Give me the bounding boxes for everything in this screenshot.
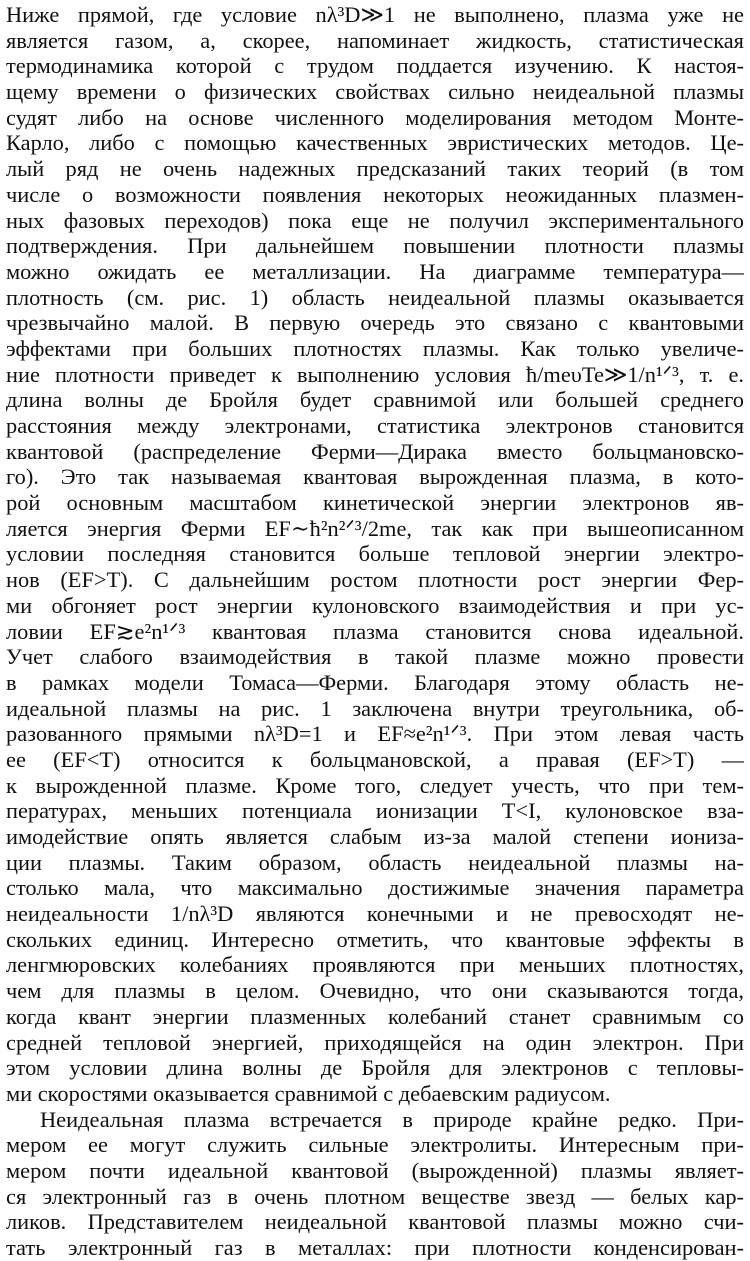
body-text (6, 2, 744, 1261)
text-line: термодинамика которой с трудом поддается изучению. К настоя- (6, 53, 744, 79)
text-line: когда квант энергии плазменных колебаний станет сравнимым со (6, 1003, 744, 1029)
text-line: ляется энергия Ферми EF∼ħ²n²ᐟ³/2me, так как при вышеописанном (6, 515, 744, 541)
text-line: к вырожденной плазме. Кроме того, следует учесть, что при тем- (6, 772, 744, 798)
text-line: нов (EF>T). С дальнейшим ростом плотности рост энергии Фер- (6, 567, 744, 593)
text-line: судят либо на основе численного моделирования методом Монте- (6, 104, 744, 130)
text-line: является газом, а, скорее, напоминает жидкость, статистическая (6, 27, 744, 53)
text-line: числе о возможности появления некоторых неожиданных плазмен- (6, 181, 744, 207)
text-line: ми обгоняет рост энергии кулоновского взаимодействия и при ус- (6, 592, 744, 618)
text-line: этом условии длина волны де Бройля для электронов с тепловы- (6, 1055, 744, 1081)
text-line: квантовой (распределение Ферми—Дирака вместо больцмановско- (6, 438, 744, 464)
text-line: ее (EF<T) относится к больцмановской, а правая (EF>T) — (6, 746, 744, 772)
text-line: длина волны де Бройля будет сравнимой или большей среднего (6, 387, 744, 413)
text-line: Ниже прямой, где условие nλ³D≫1 не выполнено, плазма уже не (6, 2, 744, 27)
text-line: Карло, либо с помощью качественных эвристических методов. Це- (6, 130, 744, 156)
text-line: тать электронный газ в металлах: при плотности конденсирован- (6, 1235, 744, 1260)
text-line: средней тепловой энергией, приходящейся на один электрон. При (6, 1029, 744, 1055)
text-line: неидеальности 1/nλ³D являются конечными и не превосходят не- (6, 901, 744, 927)
text-line: ции плазмы. Таким образом, область неидеальной плазмы на- (6, 849, 744, 875)
text-line: мером почти идеальной квантовой (вырожденной) плазмы являет- (6, 1157, 744, 1183)
text-line: ных фазовых переходов) пока еще не получил экспериментального (6, 207, 744, 233)
text-line: ленгмюровских колебаниях проявляются при меньших плотностях, (6, 952, 744, 978)
text-line: ние плотности приведет к выполнению условия ħ/meυTe≫1/n¹ᐟ³, т. е. (6, 361, 744, 387)
text-line: лый ряд не очень надежных предсказаний таких теорий (в том (6, 156, 744, 182)
text-line: чем для плазмы в целом. Очевидно, что они сказываются тогда, (6, 978, 744, 1004)
text-line: расстояния между электронами, статистика электронов становится (6, 413, 744, 438)
text-line: имодействие опять является слабым из-за малой степени иониза- (6, 824, 744, 849)
text-line: щему времени о физических свойствах сильно неидеальной плазмы (6, 79, 744, 105)
text-line: эффектами при больших плотностях плазмы. Как только увеличе- (6, 335, 744, 361)
text-line: разованного прямыми nλ³D=1 и EF≈e²n¹ᐟ³. При этом левая часть (6, 721, 744, 747)
text-line: пературах, меньших потенциала ионизации T<I, кулоновское вза- (6, 798, 744, 824)
text-line: можно ожидать ее металлизации. На диаграмме температура— (6, 258, 744, 284)
text-line: столько мала, что максимально достижимые значения параметра (6, 875, 744, 901)
text-line: го). Это так называемая квантовая вырожденная плазма, в кото- (6, 464, 744, 490)
text-line: ся электронный газ в очень плотном веществе звезд — белых кар- (6, 1183, 744, 1209)
text-line: рой основным масштабом кинетической энергии электронов яв- (6, 490, 744, 516)
text-line: чрезвычайно малой. В первую очередь это связано с квантовыми (6, 310, 744, 336)
text-line: подтверждения. При дальнейшем повышении плотности плазмы (6, 233, 744, 259)
text-line: Неидеальная плазма встречается в природе крайне редко. При- (40, 1106, 744, 1132)
text-line: скольких единиц. Интересно отметить, что квантовые эффекты в (6, 926, 744, 952)
text-line: идеальной плазмы на рис. 1 заключена внутри треугольника, об- (6, 695, 744, 721)
text-line: условии последняя становится больше тепловой энергии электро- (6, 541, 744, 567)
text-line: ми скоростями оказывается сравнимой с дебаевским радиусом. (6, 1080, 611, 1106)
text-line: Учет слабого взаимодействия в такой плазме можно провести (6, 644, 744, 670)
text-line: в рамках модели Томаса—Ферми. Благодаря этому область не- (6, 669, 744, 695)
text-line: мером ее могут служить сильные электролиты. Интересным при- (6, 1132, 744, 1158)
text-line: плотность (см. рис. 1) область неидеальной плазмы оказывается (6, 284, 744, 310)
text-line: ликов. Представителем неидеальной квантовой плазмы можно счи- (6, 1209, 744, 1235)
text-line: ловии EF≳e²n¹ᐟ³ квантовая плазма становится снова идеальной. (6, 618, 744, 644)
